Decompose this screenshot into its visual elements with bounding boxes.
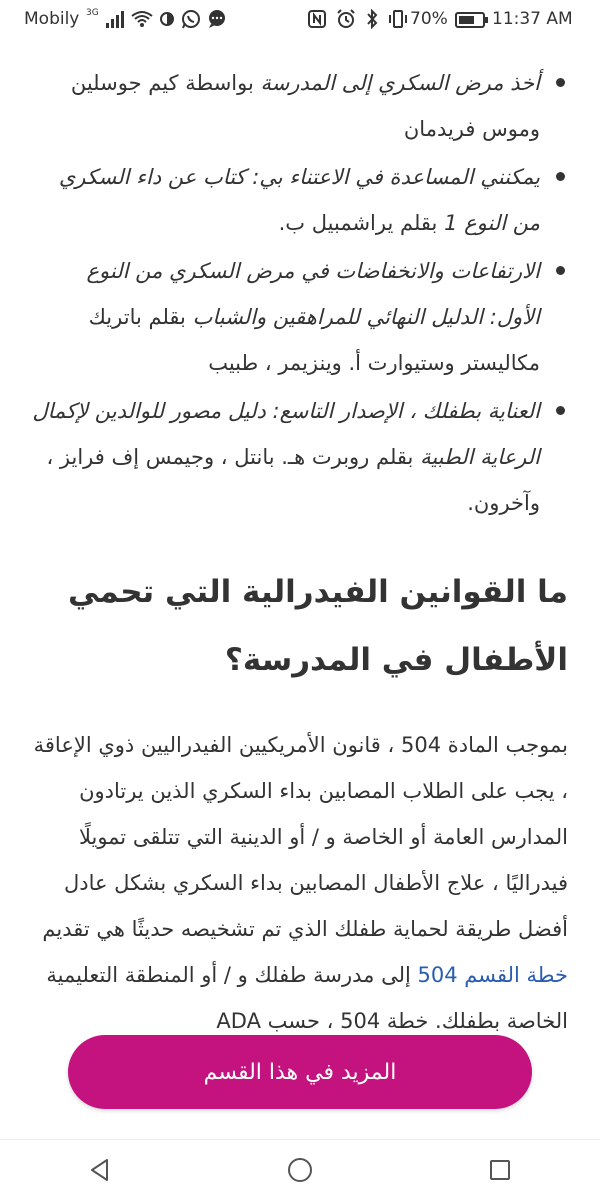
carrier-label: Mobily (24, 9, 80, 29)
wifi-icon (131, 10, 153, 28)
vibration-mode-icon (388, 9, 408, 29)
more-in-section-label: المزيد في هذا القسم (203, 1059, 397, 1085)
paragraph-text: بموجب المادة 504 ، قانون الأمريكيين الفيدراليين ذوي الإعاقة ، يجب على الطلاب المصابين بداء السكري الذين يرتادون المدارس العامة أو الخاصة و / أو الدينية التي تتلقى تمويلًا فيدراليًا ، علاج الأطفال المصابين بداء السكري بشكل عادل أفضل طريقة لحماية طفلك الذي تم تشخيصه حديثًا هي تقديم (33, 733, 568, 941)
battery-percent: 70% (410, 9, 448, 29)
book-author: بقلم يراشمبيل ب. (278, 211, 445, 235)
vibrate-icon (159, 10, 175, 28)
list-item (32, 248, 568, 386)
home-button[interactable] (270, 1140, 330, 1200)
home-icon (286, 1156, 314, 1184)
list-item (32, 388, 568, 526)
back-icon (87, 1157, 113, 1183)
clock: 11:37 AM (492, 9, 573, 29)
network-type: 3G (86, 8, 99, 18)
nfc-icon (308, 10, 326, 28)
status-bar (0, 0, 600, 40)
battery-fill (459, 16, 474, 24)
book-title: الارتفاعات والانخفاضات في مرض السكري من النوع الأول: الدليل النهائي للمراهقين والشباب (86, 259, 540, 329)
navigation-bar (0, 1139, 600, 1200)
battery-nub (485, 17, 488, 23)
book-title: أخذ مرض السكري إلى المدرسة (260, 71, 540, 95)
section-heading: ما القوانين الفيدرالية التي تحمي الأطفال في المدرسة؟ (68, 574, 568, 678)
signal-icon (105, 10, 125, 28)
battery-icon (455, 12, 485, 28)
system-icons (308, 9, 408, 29)
book-list (0, 40, 600, 526)
bluetooth-icon (366, 9, 378, 29)
section-504-plan-link[interactable]: خطة القسم 504 (417, 963, 568, 987)
book-author: بقلم روبرت هـ. بانتل ، وجيمس إف فرايز ، وآخرون. (46, 445, 540, 515)
recents-button[interactable] (470, 1140, 530, 1200)
book-title: العناية بطفلك ، الإصدار التاسع: دليل مصور للوالدين لإكمال الرعاية الطبية (32, 399, 540, 469)
article-content[interactable] (0, 40, 600, 1140)
book-title: يمكنني المساعدة في الاعتناء بي: كتاب عن داء السكري من النوع 1 (58, 165, 540, 235)
list-item (32, 60, 568, 152)
recents-icon (488, 1158, 512, 1182)
paragraph-text-continued: إلى مدرسة طفلك و / أو المنطقة التعليمية الخاصة بطفلك. خطة 504 ، حسب ADA (46, 963, 568, 1033)
section-paragraph (32, 722, 568, 1044)
alarm-icon (336, 9, 356, 29)
chat-icon (207, 9, 227, 29)
book-author: بقلم باتريك مكاليستر وستيوارت أ. وينزيمر ، طبيب (88, 305, 540, 375)
list-item (32, 154, 568, 246)
notification-icons (86, 9, 227, 29)
back-button[interactable] (70, 1140, 130, 1200)
more-in-section-button[interactable] (68, 1035, 532, 1109)
book-author: بواسطة كيم جوسلين وموس فريدمان (70, 71, 540, 141)
whatsapp-icon (181, 9, 201, 29)
